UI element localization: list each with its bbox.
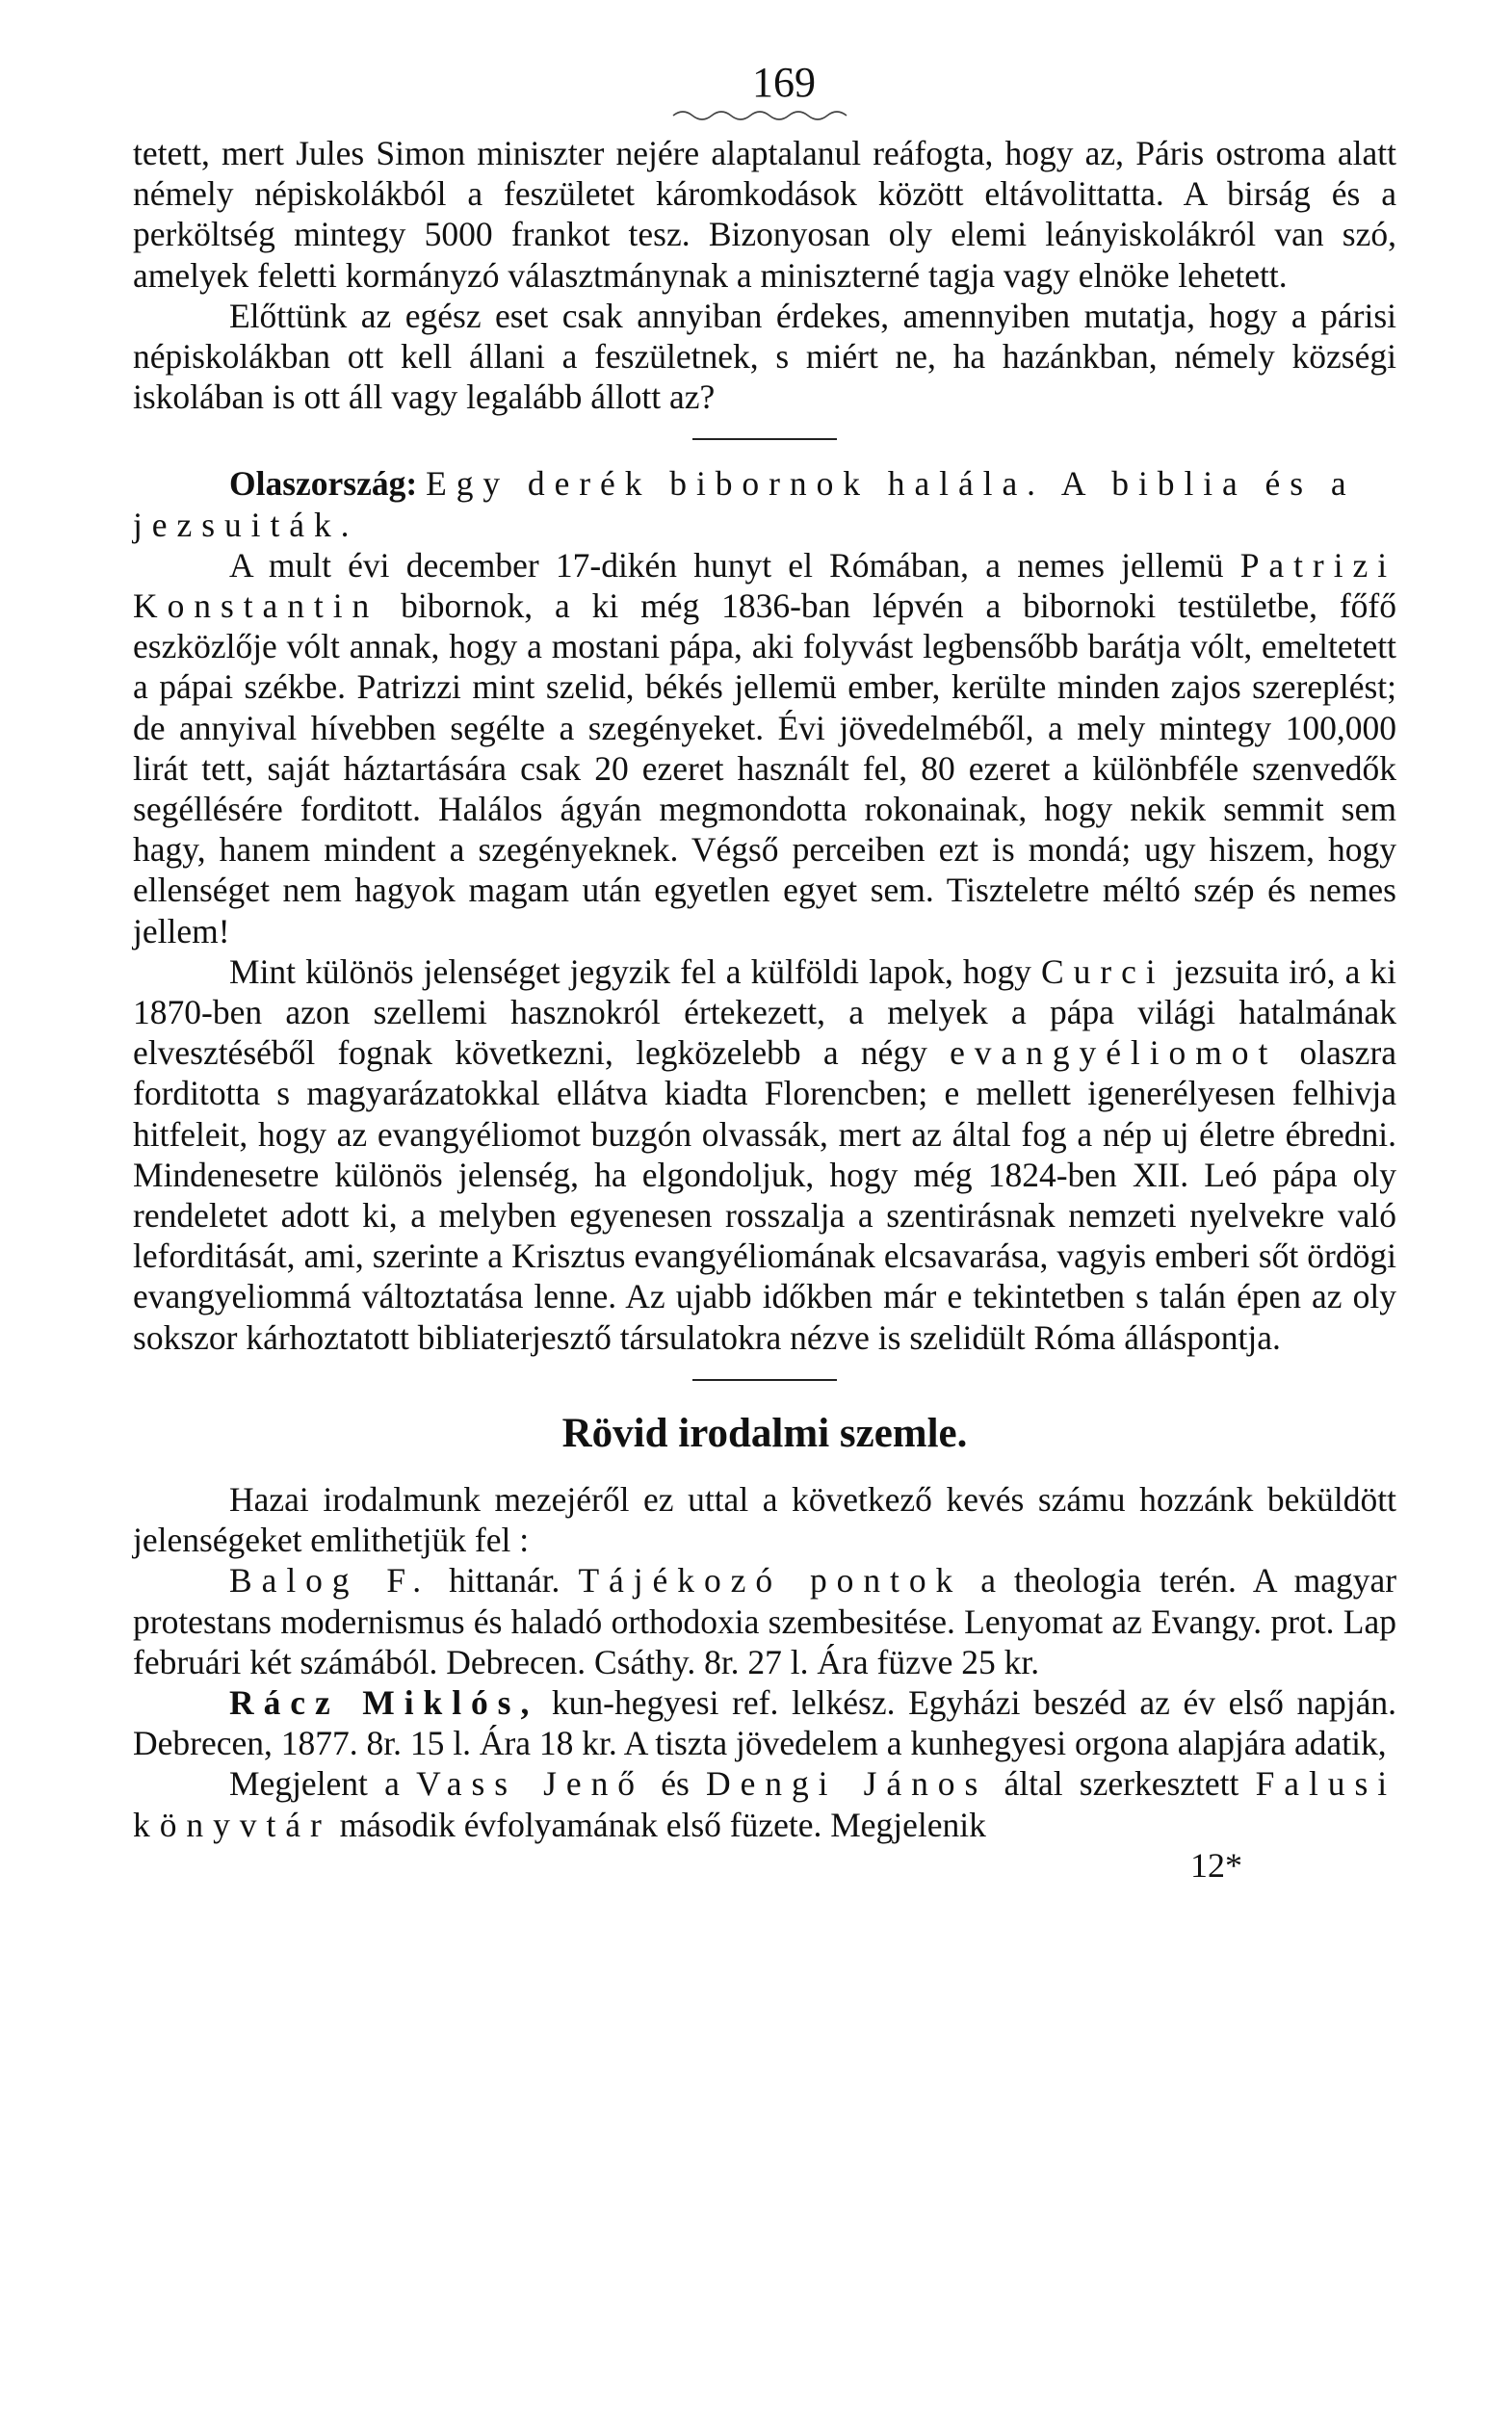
author-name: Rácz Miklós, xyxy=(229,1682,539,1722)
text-segment: jezsuita iró, a ki 1870-ben azon szellemi hasznokról értekezett, a melyek a pápa világi hatalmának elvesztéséből fognak következni, legközelebb a négy xyxy=(133,951,1397,1073)
emphasized-word: evangyéliomot xyxy=(950,1033,1278,1073)
text-segment: olaszra forditotta s magyarázatokkal ellátva kiadta Florencben; e mellett igenerélyesen felhivja hitfeleit, hogy az evangyéliomot buzgón olvassák, mert az által fog a nép uj életre ébredni. Mindenesetre különös jelenség, ha elgondoljuk, hogy még 1824-ben XII. Leó pápa oly rendeletet adott ki, a melyben egyenesen rosszalja a szentirásnak nemzeti nyelvekre való leforditását, ami, szerinte a Krisztus evangyéliomának elcsavarása, vagyis emberi sőt ördögi evangyeliommá változtatása lenne. Az ujabb időkben már e tekintetben s talán épen az oly sokszor kárhoztatott bibliaterjesztő társulatokra nézve is szelidült Róma álláspontja. xyxy=(133,1033,1397,1357)
editor-name: Vass Jenő xyxy=(416,1764,644,1804)
editor-name: Dengi János xyxy=(706,1764,988,1804)
olaszorszag-heading xyxy=(133,463,1396,544)
text-segment: A mult évi december 17-dikén hunyt el Rómában, a nemes jellemü xyxy=(229,545,1224,585)
paragraph-curci xyxy=(133,951,1396,1358)
text-segment: Mint különös jelenséget jegyzik fel a külföldi lapok, hogy xyxy=(229,951,1031,991)
book-title: Falusi könyvtár xyxy=(133,1764,1397,1844)
book-title: Tájékozó pontok xyxy=(578,1561,963,1601)
author-name: Balog F. xyxy=(229,1561,431,1601)
text-segment: második évfolyamának első füzete. Megjelenik xyxy=(339,1805,986,1844)
text-segment: és xyxy=(661,1764,690,1804)
entry-racz xyxy=(133,1682,1396,1763)
text-segment: hittanár. xyxy=(449,1561,560,1601)
paragraph-patrizi xyxy=(133,545,1396,951)
text-segment: által szerkesztett xyxy=(1004,1764,1239,1804)
paragraph-commentary: Előttünk az egész eset csak annyiban érdekes, amennyiben mutatja, hogy a párisi népiskolákban ott kell állani a feszületnek, s miért ne, ha hazánkban, némely községi iskolában is ott áll vagy legalább állott az? xyxy=(133,296,1396,417)
text-segment: a theologia terén. A magyar protestans modernismus és haladó orthodoxia szembesitése. Lenyomat az Evangy. prot. Lap februári két számából. Debrecen. Csáthy. 8r. 27 l. Ára füzve 25 kr. xyxy=(133,1561,1397,1681)
text-segment: kun-hegyesi ref. lelkész. Egyházi beszéd az év első napján. Debrecen, 1877. 8r. 15 l. Ára 18 kr. A tiszta jövedelem a kunhegyesi orgona alapjára adatik, xyxy=(133,1682,1396,1763)
olaszorszag-title: Egy derék bibornok halála. A biblia és a jezsuiták. xyxy=(133,464,1356,544)
entry-balog xyxy=(133,1560,1396,1682)
paragraph-intro: tetett, mert Jules Simon miniszter nejére alaptalanul reáfogta, hogy az, Páris ostroma alatt némely népiskolákból a feszületet káromkodások között eltávolittatta. A birság és a perköltség mintegy 5000 frankot tesz. Bizonyosan oly elemi leányiskolákról van szó, amelyek feletti kormányzó választmánynak a miniszterné tagja vagy elnöke lehetett. xyxy=(133,134,1396,295)
emphasized-name: Patrizi Konstantin xyxy=(133,545,1396,626)
paragraph-review-intro: Hazai irodalmunk mezejéről ez uttal a következő kevés számu hozzánk beküldött jelenségeket emlithetjük fel : xyxy=(133,1479,1396,1560)
page-number: 169 xyxy=(752,59,816,106)
divider-rule xyxy=(692,438,837,440)
emphasized-name: Curci xyxy=(1041,951,1165,991)
text-segment: bibornok, a ki még 1836-ban lépvén a bibornoki testületbe, főfő eszközlője vólt annak, hogy a mostani pápa, aki folyvást legbensőbb barátja vólt, emeltetett a pápai székbe. Patrizzi mint szelid, békés jellemü ember, kerülte minden zajos szereplést; de annyival hívebben segélte a szegényeket. Évi jövedelméből, a mely mintegy 100,000 lirát tett, saját háztartására csak 20 ezeret használt fel, 80 ezeret a különbféle szenvedők segéllésére forditott. Halálos ágyán megmondotta rokonainak, hogy nekik semmit sem hagy, hanem mindent a szegényeknek. Végső perceiben ezt is mondá; ugy hiszem, hogy ellenséget nem hagyok magam után egyetlen egyet sem. Tiszteletre méltó szép és nemes jellem! xyxy=(133,586,1396,950)
divider-rule xyxy=(692,1379,837,1381)
entry-falusi-konyvtar xyxy=(133,1763,1396,1844)
text-segment: Megjelent a xyxy=(229,1764,400,1804)
olaszorszag-label: Olaszország: xyxy=(229,464,418,504)
signature-mark: 12* xyxy=(1190,1845,1242,1885)
page-content xyxy=(133,58,1396,1886)
section-title: Rövid irodalmi szemle. xyxy=(561,1410,968,1456)
